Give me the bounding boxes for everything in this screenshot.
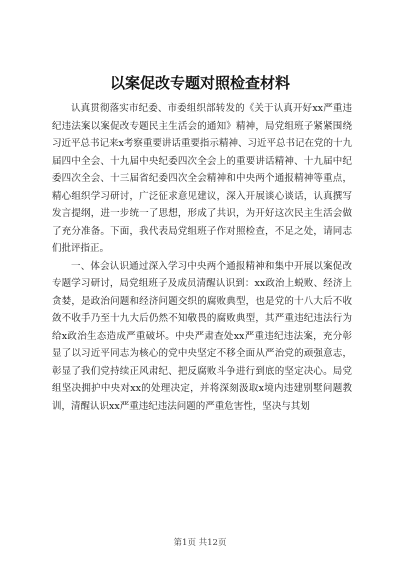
page-number: 第1页 共12页: [173, 538, 227, 548]
paragraph-section-one: 一、体会认识通过深入学习中央两个通报精神和集中开展以案促改专题学习研讨，局党组班子及成员清醒认识到：xx政治上蜕败、经济上贪婪，是政治问题和经济问题交织的腐败典型，也是党的十八大后不收敛不收手乃至十九大后仍然不知敬畏的腐败典型，其严重违纪违法行为给x政治生态造成严重破坏。中央严肃查处xx严重违纪违法案，充分彰显了以习近平同志为核心的党中央坚定不移全面从严治党的顽强意志，彰显了我们党持续正风肃纪、把反腐败斗争进行到底的坚定决心。局党组坚决拥护中央对xx的处理决定，并将深刻汲取x境内违建别墅问题教训，清醒认识xx严重违纪违法问题的严重危害性，坚决与其划: [52, 260, 352, 412]
paragraph-intro: 认真贯彻落实市纪委、市委组织部转发的《关于认真开好xx严重违纪违法案以案促改专题民主生活会的通知》精神，局党组班子紧紧围绕习近平总书记来x考察重要讲话重要指示精神、习近平总书记在党的十九届四中全会、十九届中央纪委四次全会上的重要讲话精神、十九届中纪委四次全会、十三届省纪委四次全会精神和中央两个通报精神等重点，精心组织学习研讨，广泛征求意见建议，深入开展谈心谈话，认真撰写发言提纲，进一步统一了思想，形成了共识，为开好这次民主生活会做了充分准备。下面，我代表局党组班子作对照检查，不足之处，请同志们批评指正。: [52, 103, 352, 254]
document-body: [52, 100, 352, 415]
document-title: 以案促改专题对照检查材料: [109, 74, 290, 92]
